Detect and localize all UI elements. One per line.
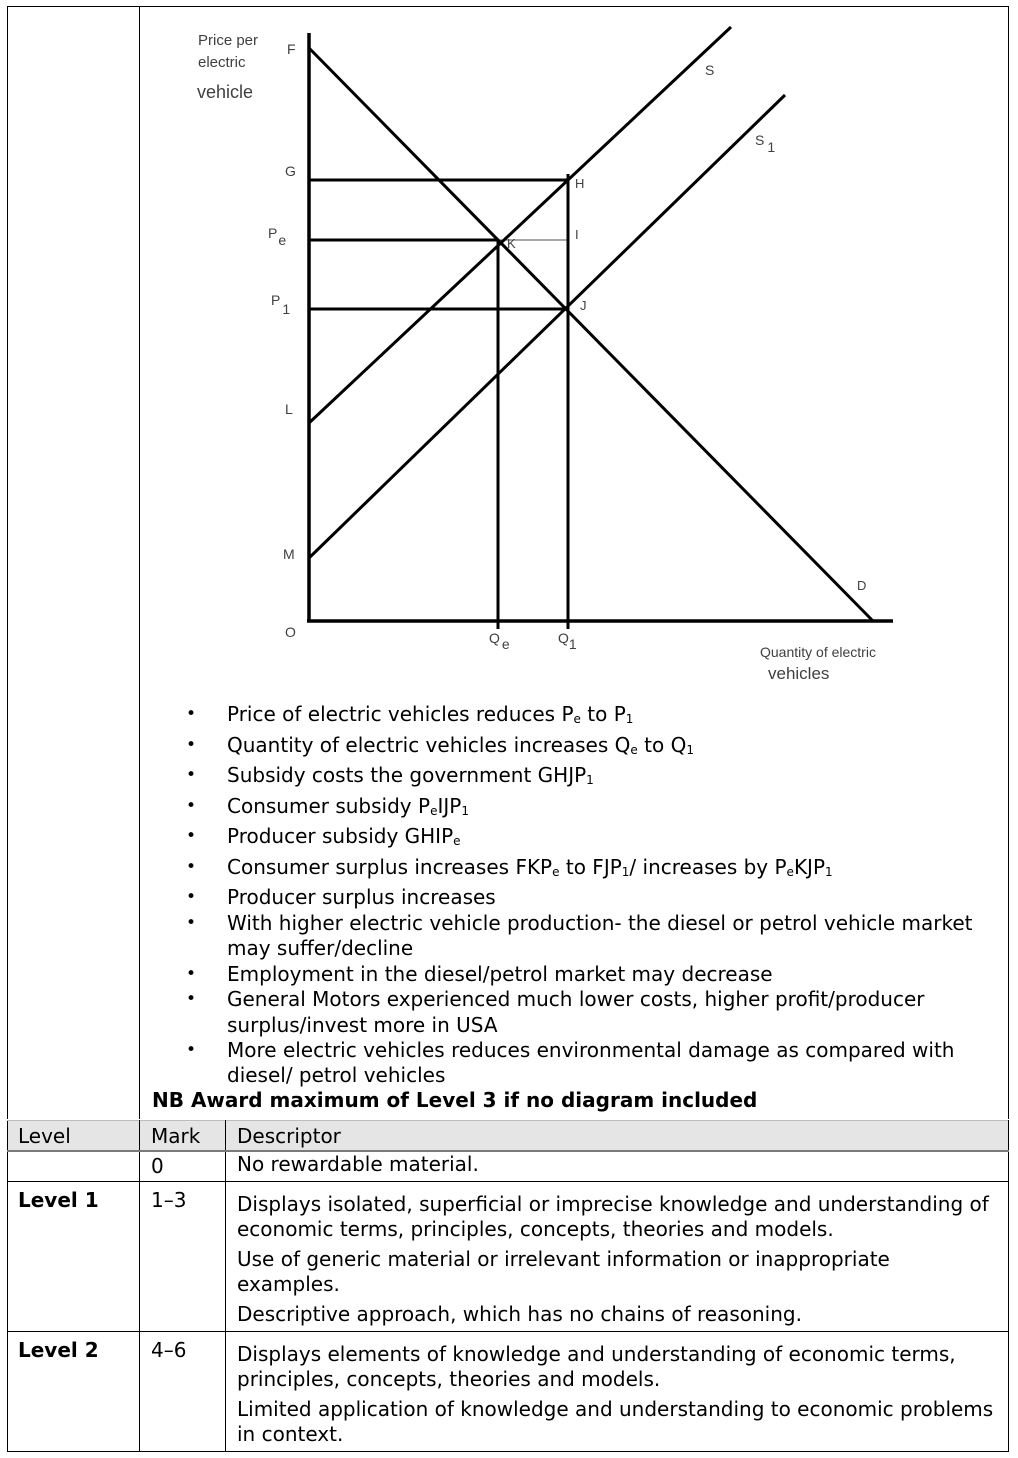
label-I: I xyxy=(575,227,579,242)
row-descriptor xyxy=(226,1151,1009,1181)
supply-demand-diagram xyxy=(0,0,1018,700)
row-descriptor xyxy=(226,1331,1009,1451)
x-axis-label-line1: Quantity of electric xyxy=(760,644,876,660)
y-axis-label-line1: Price per xyxy=(198,32,259,49)
label-L: L xyxy=(285,401,293,417)
list-item: • Consumer surplus increases $FKP_e$ to $FJP_1/$ increases by $P_eKJP_1$ xyxy=(186,855,996,885)
table-header-row xyxy=(8,1121,1009,1152)
list-item: • With higher electric vehicle production- the diesel or petrol vehicle market may suffer/decline xyxy=(186,911,996,961)
level-descriptor-table xyxy=(7,1120,1009,1452)
label-S1: S 1 xyxy=(755,132,776,155)
y-axis-label-line3: vehicle xyxy=(197,82,254,102)
row-mark: 1–3 xyxy=(140,1181,226,1331)
y-axis-label-line2: electric xyxy=(198,54,246,71)
label-O: O xyxy=(285,624,296,640)
list-item: • More electric vehicles reduces environmental damage as compared with diesel/ petrol vehicles xyxy=(186,1038,996,1088)
descriptor-text: No rewardable material. xyxy=(237,1152,479,1176)
label-Qe: Q e xyxy=(489,630,510,652)
label-Pe: Pe xyxy=(268,225,287,248)
marking-points-list xyxy=(186,702,996,1089)
label-J: J xyxy=(580,298,587,313)
descriptor-text: Use of generic material or irrelevant information or inappropriate examples. xyxy=(237,1246,890,1296)
header-mark: Mark xyxy=(140,1121,226,1152)
label-M: M xyxy=(283,546,295,562)
label-Q1: Q1 xyxy=(558,630,577,652)
header-descriptor: Descriptor xyxy=(226,1121,1009,1152)
list-item: • Producer surplus increases xyxy=(186,885,996,910)
row-level xyxy=(8,1151,140,1181)
supply-curve-S xyxy=(309,27,731,423)
table-row xyxy=(8,1331,1009,1451)
row-mark: 0 xyxy=(140,1151,226,1181)
header-level: Level xyxy=(8,1121,140,1152)
label-D: D xyxy=(857,578,867,593)
descriptor-text: Descriptive approach, which has no chains of reasoning. xyxy=(237,1301,802,1326)
demand-curve xyxy=(309,48,873,621)
list-item: • Consumer subsidy $P_eIJP_1$ xyxy=(186,794,996,824)
list-item: • Employment in the diesel/petrol market may decrease xyxy=(186,962,996,987)
list-item: • Subsidy costs the government $GHJP_1$ xyxy=(186,763,996,793)
list-item: • Producer subsidy $GHIP_e$ xyxy=(186,824,996,854)
list-item: • General Motors experienced much lower costs, higher profit/producer surplus/invest more in USA xyxy=(186,987,996,1037)
label-F: F xyxy=(287,41,296,57)
row-descriptor xyxy=(226,1181,1009,1331)
descriptor-text: Limited application of knowledge and understanding to economic problems in context. xyxy=(237,1396,994,1446)
list-item: • Price of electric vehicles reduces $P_e$ to $P_1$ xyxy=(186,702,996,732)
label-S: S xyxy=(705,62,715,78)
label-P1: P1 xyxy=(271,292,291,317)
label-H: H xyxy=(575,176,585,191)
table-row xyxy=(8,1181,1009,1331)
row-level: Level 2 xyxy=(8,1331,140,1451)
descriptor-text: Displays elements of knowledge and understanding of economic terms, principles, concepts, theories and models. xyxy=(237,1341,956,1391)
label-G: G xyxy=(285,163,296,179)
table-row xyxy=(8,1151,1009,1181)
x-axis-label-line2: vehicles xyxy=(768,664,830,683)
supply-curve-S1 xyxy=(309,95,785,558)
nb-note: NB Award maximum of Level 3 if no diagram included xyxy=(152,1088,758,1112)
label-K: K xyxy=(507,236,516,251)
row-mark: 4–6 xyxy=(140,1331,226,1451)
descriptor-text: Displays isolated, superficial or imprecise knowledge and understanding of economic terms, principles, concepts, theories and models. xyxy=(237,1191,989,1241)
row-level: Level 1 xyxy=(8,1181,140,1331)
list-item: • Quantity of electric vehicles increases $Q_e$ to $Q_1$ xyxy=(186,733,996,763)
